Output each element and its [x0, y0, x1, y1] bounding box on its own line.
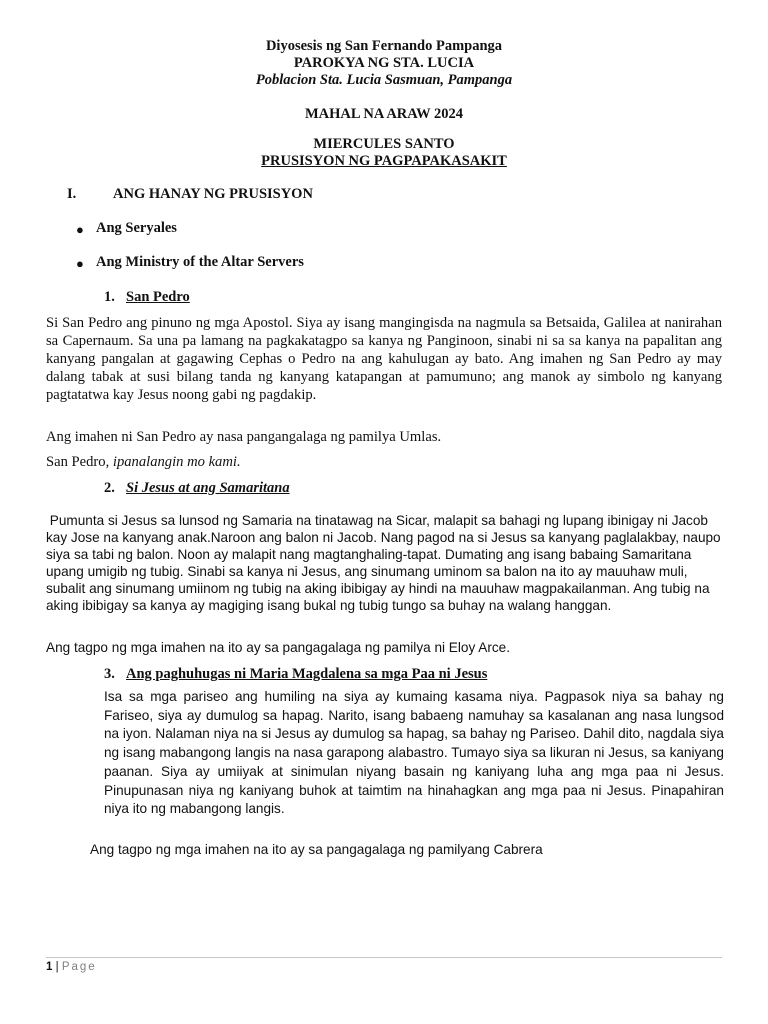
invocation	[46, 453, 722, 471]
page-number: 1	[46, 961, 53, 973]
page-footer	[46, 961, 97, 973]
item-title: Ang paghuhugas ni Maria Magdalena sa mga Paa ni Jesus	[126, 666, 488, 682]
item-number: 3.	[104, 666, 115, 682]
item-number: 2.	[104, 480, 115, 496]
item-paragraph: Isa sa mga pariseo ang humiling na siya ay kumaing kasama niya. Pagpasok niya sa bahay ng Fariseo, siya ay dumulog sa hapag. Narito, isang babaeng namuhay sa kasalanan ang nasa lungsod na iyon. Nalaman niya na si Jesus ay dumulog sa hapag, sa bahay ng Pariseo. Dahil dito, nagdala siya ng isang mabangong langis na nasa garapong alabastro. Tumayo siya sa likuran ni Jesus, sa kaniyang paanan. Siya ay umiiyak at sinimulan niyang basain ng kaniyang luha ang mga paa ni Jesus. Pinupunasan niya ng kaniyang buhok at taimtim na hinahagkan ang mga paa ni Jesus. Pinapahiran niya ito ng mabangong langis.	[104, 689, 724, 817]
item-title: San Pedro	[126, 289, 190, 305]
invocation-name: San Pedro,	[46, 454, 110, 470]
item-paragraph: Si San Pedro ang pinuno ng mga Apostol. Siya ay isang mangingisda na nagmula sa Betsaida, Galilea at nanirahan sa Capernaum. Sa una pa lamang na pagkakatagpo sa kanya ng Panginoon, sinabi ni sa sa kanya na papalitan ang kanyang pangalan at gagawing Cephas o Pedro na ang kahulugan ay bato. Ang imahen ng San Pedro ay may dalang tabak at susi bilang tanda ng kanyang katapangan at pamumuno; ang manok ay simbolo ng kanyang pagtatatwa kay Jesus noong gabi ng pagdakip.	[46, 315, 722, 403]
day-title: MIERCULES SANTO	[313, 136, 455, 152]
item-custodian: Ang imahen ni San Pedro ay nasa pangangalaga ng pamilya Umlas.	[46, 429, 442, 445]
footer-separator: |	[55, 961, 59, 973]
bullet-icon: ●	[76, 256, 84, 271]
section-number: I.	[67, 186, 77, 202]
parish-location: Poblacion Sta. Lucia Sasmuan, Pampanga	[255, 72, 513, 88]
page-label: Page	[61, 961, 97, 973]
procession-title: PRUSISYON NG PAGPAPAKASAKIT	[261, 153, 507, 169]
item-number: 1.	[104, 289, 115, 305]
item-title: Si Jesus at ang Samaritana	[126, 480, 290, 496]
section-title: ANG HANAY NG PRUSISYON	[113, 186, 313, 202]
invocation-prayer: ipanalangin mo kami.	[112, 454, 241, 470]
document-header	[0, 38, 768, 89]
item-paragraph: Pumunta si Jesus sa lunsod ng Samaria na tinatawag na Sicar, malapit sa bahagi ng lupang ibinigay ni Jacob kay Jose na kanyang anak.Naroon ang balon ni Jacob. Nang pagod na si Jesus sa kanyang paglalakbay, naupo siya sa tabi ng balon. Noon ay malapit nang magtanghaling-tapat. Dumating ang isang babaing Samaritana upang umigib ng tubig. Sinabi sa kanya ni Jesus, ang sinumang uminom sa balon na ito ay mauuhaw muli, subalit ang sinumang umiinom ng tubig na aking ibibigay ay hindi na mauuhaw magpakailanman. Ang tubig na aking ibibigay sa kanya ay magiging isang bukal ng tubig tungo sa buhay na walang hanggan.	[46, 513, 725, 613]
event-title: MAHAL NA ARAW 2024	[304, 106, 464, 122]
bullet-icon: ●	[76, 222, 84, 237]
parish-name: PAROKYA NG STA. LUCIA	[293, 55, 475, 71]
item-custodian: Ang tagpo ng mga imahen na ito ay sa pangagalaga ng pamilya ni Eloy Arce.	[46, 640, 511, 655]
procession-title-block	[0, 136, 768, 170]
footer-divider	[46, 957, 722, 958]
bullet-item: Ang Ministry of the Altar Servers	[96, 254, 304, 270]
bullet-item: Ang Seryales	[96, 220, 177, 236]
item-custodian: Ang tagpo ng mga imahen na ito ay sa pangagalaga ng pamilyang Cabrera	[90, 842, 543, 857]
diocese-name: Diyosesis ng San Fernando Pampanga	[265, 38, 503, 54]
